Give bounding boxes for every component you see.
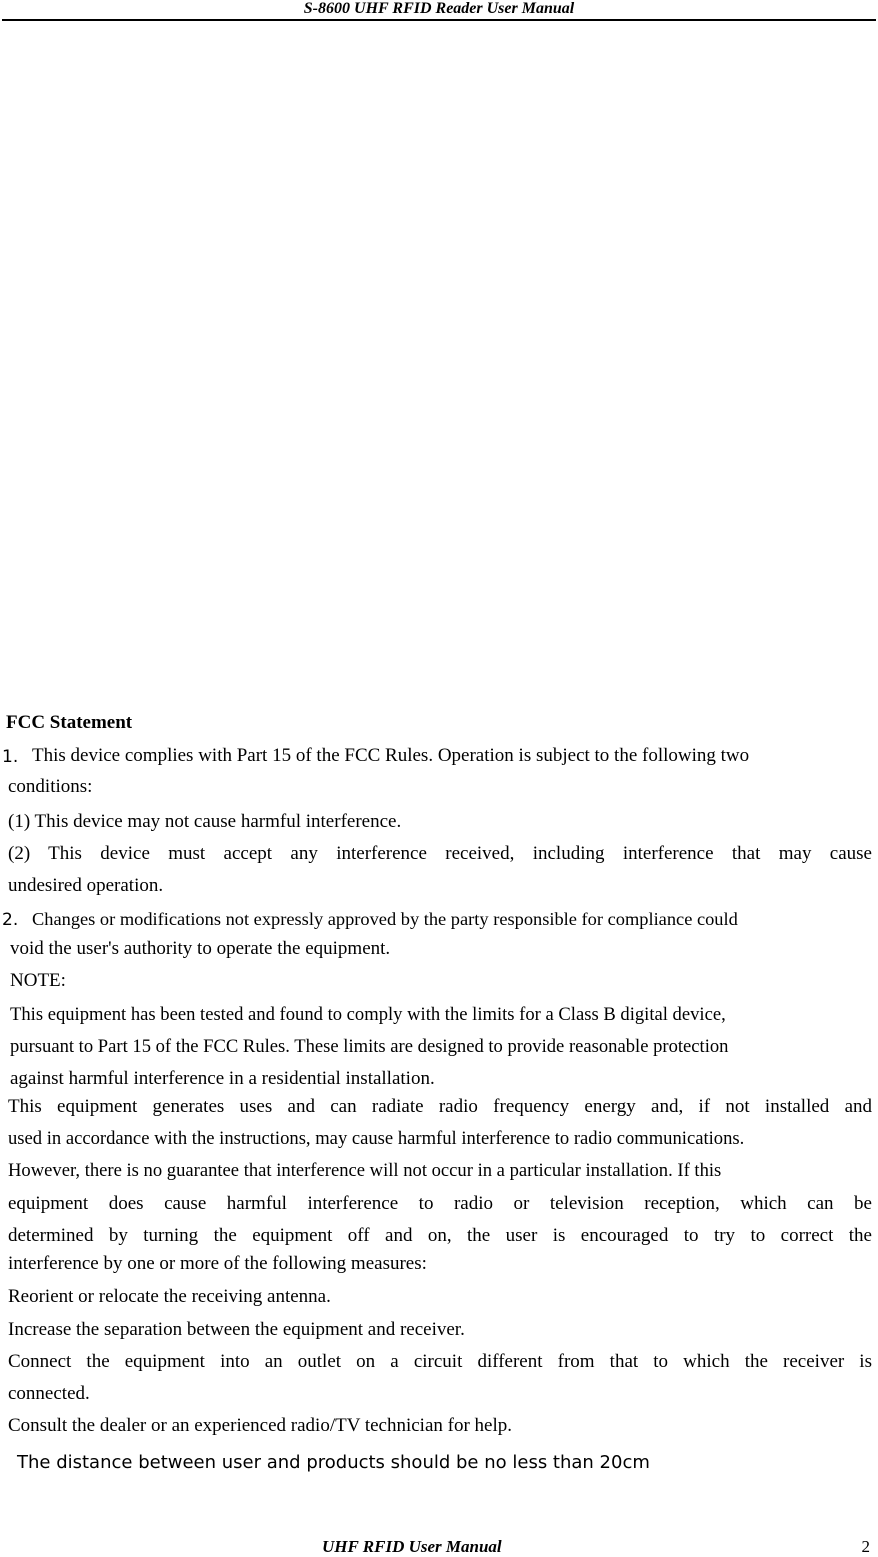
item2-line2: void the user's authority to operate the equipment. <box>10 938 391 959</box>
item1-line2: conditions: <box>8 776 93 797</box>
measure-4: Consult the dealer or an experienced radio/TV technician for help. <box>8 1415 513 1436</box>
item1-line1: This device complies with Part 15 of the FCC Rules. Operation is subject to the following two <box>32 745 750 766</box>
note-label: NOTE: <box>10 970 66 991</box>
fcc-heading: FCC Statement <box>6 712 133 733</box>
p2-line1: This equipment generates uses and can radiate radio frequency energy and, if not installed and <box>8 1096 872 1117</box>
measure-3-line1: Connect the equipment into an outlet on a circuit different from that to which the receiver is <box>8 1351 872 1372</box>
item2-number: 2. <box>2 910 19 930</box>
p2-line3: However, there is no guarantee that interference will not occur in a particular installation. If this <box>8 1160 722 1181</box>
measure-1: Reorient or relocate the receiving antenna. <box>8 1286 331 1307</box>
measure-2: Increase the separation between the equipment and receiver. <box>8 1319 465 1340</box>
condition-2-line1: (2) This device must accept any interference received, including interference that may cause <box>8 843 872 864</box>
page-number: 2 <box>861 1537 870 1556</box>
p2-line4: equipment does cause harmful interference to radio or television reception, which can be <box>8 1193 872 1214</box>
page-footer: UHF RFID User Manual <box>322 1537 502 1556</box>
distance-statement: The distance between user and products should be no less than 20cm <box>17 1452 650 1473</box>
p2-line6: interference by one or more of the following measures: <box>8 1253 427 1274</box>
note-line1: This equipment has been tested and found to comply with the limits for a Class B digital device, <box>10 1004 726 1025</box>
note-line2: pursuant to Part 15 of the FCC Rules. These limits are designed to provide reasonable protection <box>10 1036 729 1057</box>
note-line3: against harmful interference in a residential installation. <box>10 1068 435 1089</box>
header-rule <box>2 19 876 21</box>
item1-number: 1. <box>2 747 19 767</box>
p2-line2: used in accordance with the instructions, may cause harmful interference to radio communications. <box>8 1128 745 1149</box>
condition-2-line2: undesired operation. <box>8 875 164 896</box>
page-header: S-8600 UHF RFID Reader User Manual <box>303 0 575 17</box>
item2-line1: Changes or modifications not expressly approved by the party responsible for compliance could <box>32 909 738 929</box>
condition-1: (1) This device may not cause harmful interference. <box>8 811 402 832</box>
p2-line5: determined by turning the equipment off and on, the user is encouraged to try to correct the <box>8 1225 872 1246</box>
measure-3-line2: connected. <box>8 1383 90 1404</box>
